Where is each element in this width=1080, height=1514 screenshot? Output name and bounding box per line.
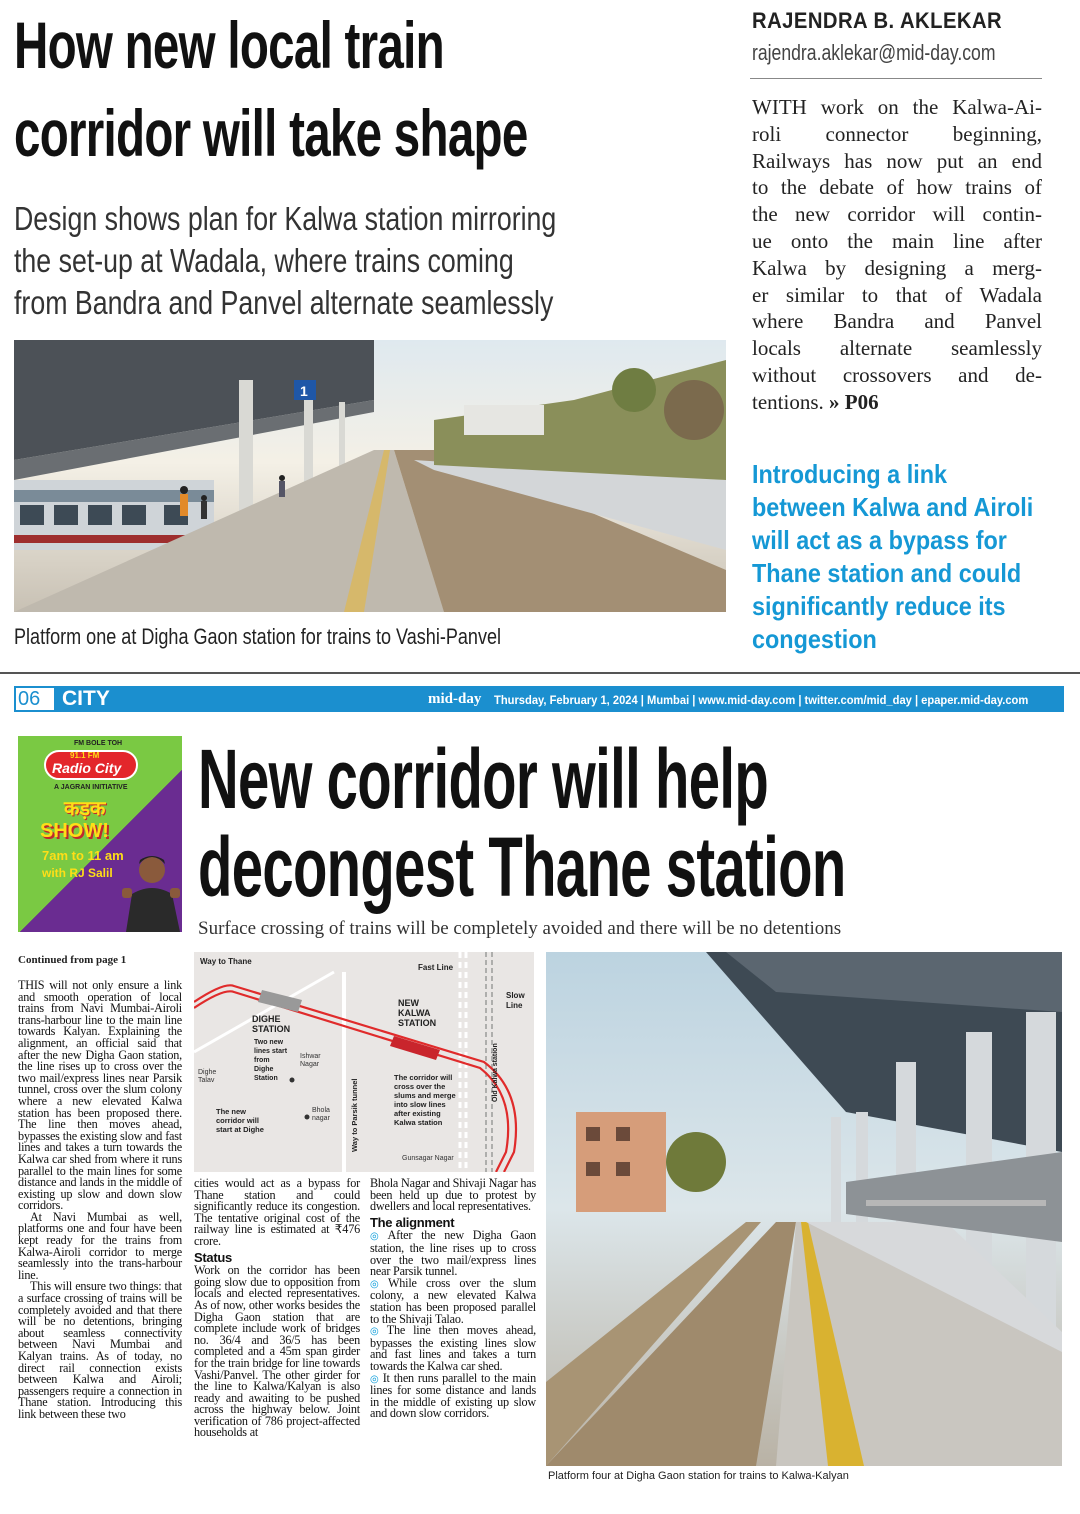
col2-paragraph-2: Work on the corridor has been going slow due to opposition from locals and elected representatives. As of now, other works besides the Digha Gaon station that are complete include work of bridges no. 36/4 and 36/5 has been completed and a 45m span girder for the train bridge for line towards Vashi/Panvel. The other girder for the line to Kalwa/Kalyan is also ready and awaiting to be pushed across the highway below. Joint verification of 786 project-affected households at: [194, 1263, 360, 1440]
alignment-bullet-item: ◎ It then runs parallel to the main lines for some distance and lands in the middle of existing up slow and down slow corridors.: [370, 1373, 536, 1420]
map-new-kalwa-3: STATION: [398, 1018, 437, 1028]
byline-name: RAJENDRA B. AKLEKAR: [752, 8, 1003, 33]
pull-quote-line: significantly reduce its: [752, 591, 1006, 621]
map-two-new-3: from: [254, 1057, 270, 1064]
col3-paragraph-1: Bhola Nagar and Shivaji Nagar has been held up due to protest by dwellers and local representatives.: [370, 1176, 536, 1214]
rj-photo: [118, 848, 182, 932]
map-corridor-note-4: into slow lines: [394, 1100, 446, 1109]
alignment-subhead: The alignment: [370, 1214, 455, 1230]
intro-line: Railways has now put an end: [752, 148, 1042, 173]
map-two-new-4: Dighe: [254, 1066, 274, 1073]
intro-line: the new corridor will contin-: [752, 202, 1042, 227]
map-ishwar-2: Nagar: [300, 1061, 320, 1068]
top-deck-line-1: Design shows plan for Kalwa station mirroring: [14, 200, 557, 237]
page-dateline: Thursday, February 1, 2024 | Mumbai | www.mid-day.com | twitter.com/mid_day | epaper.mid-day.com: [494, 693, 1029, 707]
article-headline-line-1: New corridor will help: [198, 732, 769, 826]
map-gunsagar: Gunsagar Nagar: [402, 1155, 454, 1162]
map-ishwar-1: Ishwar: [300, 1053, 321, 1060]
map-new-corridor-3: start at Dighe: [216, 1125, 264, 1134]
map-bhola-1: Bhola: [312, 1107, 330, 1114]
map-new-kalwa-1: NEW: [398, 998, 419, 1008]
intro-line: roli connector beginning,: [752, 121, 1042, 146]
radio-city-ad: [18, 736, 182, 932]
map-corridor-note-3: slums and merge: [394, 1091, 456, 1100]
article-deck: Surface crossing of trains will be completely avoided and there will be no detentions: [198, 918, 842, 939]
page-number: 06: [18, 688, 41, 710]
intro-line: tentions. » P06: [752, 389, 879, 414]
byline-email: rajendra.aklekar@mid-day.com: [752, 40, 996, 65]
top-deck-line-2: the set-up at Wadala, where trains coming: [14, 242, 514, 279]
map-two-new-5: Station: [254, 1075, 278, 1082]
map-dighe-1: DIGHE: [252, 1014, 281, 1024]
byline-rule: [750, 78, 1042, 79]
map-parsik: Way to Parsik tunnel: [350, 1078, 359, 1152]
map-corridor-note-6: Kalwa station: [394, 1118, 443, 1127]
map-two-new-1: Two new: [254, 1039, 284, 1046]
ad-show: SHOW!: [40, 820, 109, 842]
map-corridor-note-2: cross over the: [394, 1082, 446, 1091]
article-column-3: [370, 1178, 536, 1420]
top-platform-photo: [14, 340, 726, 612]
ad-time: 7am to 11 am: [42, 848, 124, 863]
col1-paragraph: This will ensure two things: that a surface crossing of trains will be completely avoided and that there will be no detentions, bringing about seamless connectivity between Navi Mumbai and Kalyan trains. As of today, no direct rail connection exists between Kalwa and Airoli; passengers require a connection in Thane station. Introducing this link between these two: [18, 1279, 182, 1421]
ad-host: with RJ Salil: [42, 866, 113, 880]
map-bhola-2: nagar: [312, 1115, 330, 1122]
top-headline-line-2: corridor will take shape: [14, 96, 528, 170]
alignment-bullet-item: ◎ After the new Digha Gaon station, the line rises up to cross over the two mail/express lines near Parsik tunnel.: [370, 1230, 536, 1277]
alignment-bullets: [370, 1230, 536, 1420]
continued-note: Continued from page 1: [18, 954, 127, 966]
status-subhead: Status: [194, 1249, 232, 1265]
map-new-corridor-1: The new: [216, 1107, 247, 1116]
alignment-bullet-item: ◎ The line then moves ahead, bypasses the existing lines slow and fast lines and takes a turn towards the Kalwa car shed.: [370, 1325, 536, 1372]
intro-line: Kalwa by designing a merg-: [752, 255, 1042, 280]
article-headline-line-2: decongest Thane station: [198, 820, 846, 914]
ad-freq: 91.1 FM: [70, 751, 100, 760]
map-dighe-talav-2: Talav: [198, 1077, 215, 1084]
intro-line: er similar to that of Wadala: [752, 282, 1042, 307]
article-column-1: [18, 980, 182, 1421]
alignment-bullet-item: ◎ While cross over the slum colony, a new elevated Kalwa station has been proposed parallel to the Shivaji Talao.: [370, 1278, 536, 1325]
map-way-to-thane: Way to Thane: [200, 957, 252, 966]
map-dighe-talav-1: Dighe: [198, 1069, 217, 1076]
intro-jump-link[interactable]: » P06: [823, 389, 879, 414]
intro-line: ue onto the main line after: [752, 228, 1042, 253]
platform-sign-number: 1: [300, 383, 308, 399]
pull-quote-line: Thane station and could: [752, 558, 1022, 588]
intro-line: locals alternate seamlessly: [752, 336, 1042, 361]
intro-line: WITH work on the Kalwa-Ai-: [752, 95, 1042, 119]
kalwa-platform-photo: [546, 952, 1062, 1466]
map-new-corridor-2: corridor will: [216, 1116, 259, 1125]
map-corridor-note-5: after existing: [394, 1109, 441, 1118]
ad-initiative: A JAGRAN INITIATIVE: [54, 784, 128, 791]
masthead-logo: mid-day: [428, 691, 482, 707]
top-headline-line-1: How new local train: [14, 8, 444, 82]
top-deck-line-3: from Bandra and Panvel alternate seamlessly: [14, 284, 554, 321]
map-slow-line-1: Slow: [506, 991, 525, 1000]
col1-paragraph: THIS will not only ensure a link and smooth operation of local trains from Navi Mumbai-Airoli trans-harbour line to the main line towards Kalyan. Explaining the alignment, an official said that after the new Digha Gaon station, the line rises up to cross over the two mail/express lines near Parsik tunnel, cross over the slum colony where a new elevated Kalwa station has been proposed there. The line then moves ahead, bypasses the existing slow and fast lines and takes a turn towards the Kalwa car shed from where it runs parallel to the main lines for some distance and lands in the middle of existing up slow and down slow corridors.: [18, 978, 182, 1213]
col1-paragraph: At Navi Mumbai as well, platforms one and four have been kept ready for the trains from Kalwa-Airoli corridor to merge seamlessly into the trans-harbour line.: [18, 1209, 182, 1282]
pull-quote: [752, 458, 1072, 656]
pull-quote-line: will act as a bypass for: [752, 525, 1007, 555]
map-fast-line: Fast Line: [418, 963, 454, 972]
intro-line: without crossovers and de-: [752, 362, 1042, 387]
intro-text: [752, 94, 1042, 416]
intro-line: to the debate of how trains of: [752, 175, 1042, 200]
top-photo-caption: Platform one at Digha Gaon station for trains to Vashi-Panvel: [14, 624, 502, 649]
ad-show-hindi: कड़क: [64, 796, 106, 820]
section-name: CITY: [62, 687, 110, 710]
intro-line: where Bandra and Panvel: [752, 309, 1042, 334]
map-new-kalwa-2: KALWA: [398, 1008, 431, 1018]
pull-quote-line: Introducing a link: [752, 459, 948, 489]
article-column-2: [194, 1178, 360, 1439]
map-corridor-note-1: The corridor will: [394, 1073, 453, 1082]
clip-divider: [0, 672, 1080, 674]
right-photo-caption: Platform four at Digha Gaon station for trains to Kalwa-Kalyan: [548, 1470, 849, 1482]
map-two-new-2: lines start: [254, 1048, 288, 1055]
map-slow-line-2: Line: [506, 1001, 523, 1010]
map-dighe-2: STATION: [252, 1024, 291, 1034]
pull-quote-line: congestion: [752, 624, 877, 654]
map-old-kalwa: Old Kalwa station: [492, 1043, 499, 1102]
col2-paragraph-1: cities would act as a bypass for Thane station and could significantly reduce its congestion. The tentative original cost of the railway line is estimated at ₹476 crore.: [194, 1176, 360, 1248]
ad-tagline: FM BOLE TOH: [74, 740, 123, 747]
ad-brand: Radio City: [52, 760, 122, 776]
alignment-map: [194, 952, 534, 1172]
pull-quote-line: between Kalwa and Airoli: [752, 492, 1034, 522]
